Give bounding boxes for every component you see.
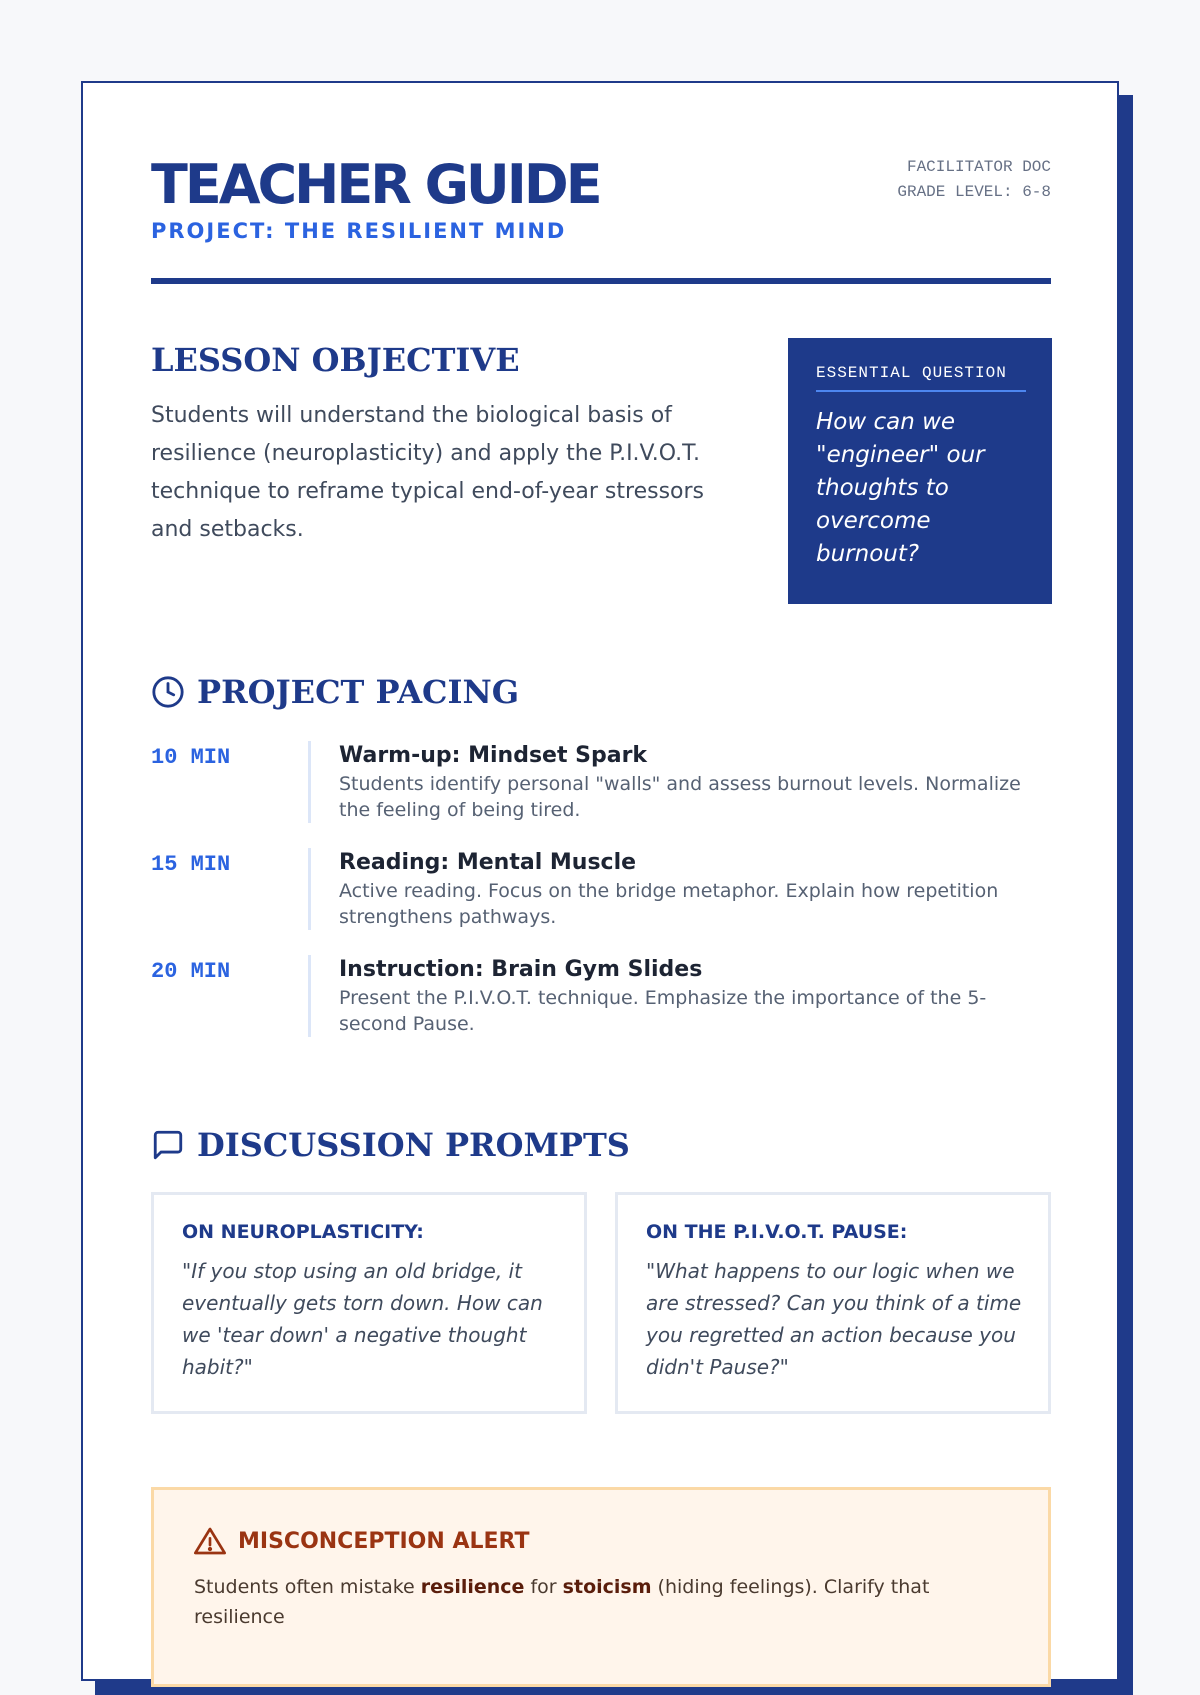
alert-term-resilience: resilience [420,1576,525,1598]
prompt-label: ON THE P.I.V.O.T. PAUSE: [646,1221,908,1243]
project-pacing-title: PROJECT PACING [197,673,520,711]
document-page [81,81,1119,1681]
discussion-prompts-heading [151,1126,1051,1164]
pacing-item [151,848,1051,930]
lesson-objective-heading: LESSON OBJECTIVE [151,341,520,379]
warning-triangle-icon [194,1526,226,1556]
pacing-description: Present the P.I.V.O.T. technique. Emphasize the importance of the 5-second Pause. [339,987,987,1035]
alert-term-stoicism: stoicism [562,1576,652,1598]
page-title: TEACHER GUIDE [151,153,600,216]
lesson-objective-section [151,341,711,549]
project-pacing-heading [151,673,1051,711]
meta-doc-type: FACILITATOR DOC [906,158,1051,176]
project-subtitle: PROJECT: THE RESILIENT MIND [151,219,567,243]
pacing-description: Active reading. Focus on the bridge metaphor. Explain how repetition strengthens pathways. [339,880,999,928]
prompt-text: "What happens to our logic when we are stressed? Can you think of a time you regretted an action because you didn't Pause?" [646,1259,1022,1379]
document-header [151,155,1051,243]
prompt-card-neuroplasticity [151,1192,587,1414]
speech-bubble-icon [151,1128,185,1162]
pacing-time: 20 MIN [151,959,231,984]
pacing-body [308,955,1051,1037]
clock-icon [151,675,185,709]
pacing-description: Students identify personal "walls" and assess burnout levels. Normalize the feeling of being tired. [339,773,1021,821]
lesson-objective-text: Students will understand the biological basis of resilience (neuroplasticity) and apply the P.I.V.O.T. technique to reframe typical end-of-year stressors and setbacks. [151,403,704,542]
project-pacing-section [151,673,1051,1062]
pacing-body [308,741,1051,823]
alert-text-end: (hiding feelings). Clarify that resilience [194,1576,930,1628]
pacing-time: 10 MIN [151,745,231,770]
discussion-prompts-section [151,1126,1051,1414]
prompt-grid [151,1192,1051,1414]
pacing-time: 15 MIN [151,852,231,877]
prompt-label: ON NEUROPLASTICITY: [182,1221,424,1243]
pacing-item [151,741,1051,823]
document-meta [897,155,1051,205]
pacing-title: Reading: Mental Muscle [339,850,637,875]
prompt-card-pivot-pause [615,1192,1051,1414]
pacing-title: Warm-up: Mindset Spark [339,743,648,768]
header-divider [151,278,1051,284]
essential-question-text: How can we "engineer" our thoughts to overcome burnout? [816,409,985,567]
alert-text-start: Students often mistake [194,1576,421,1598]
meta-grade-level: GRADE LEVEL: 6-8 [897,183,1051,201]
pacing-list [151,741,1051,1037]
alert-title [194,1526,1008,1556]
alert-text-middle: for [524,1576,563,1598]
misconception-alert [151,1487,1051,1687]
prompt-text: "If you stop using an old bridge, it eventually gets torn down. How can we 'tear down' a negative thought habit?" [182,1259,543,1379]
alert-text [194,1572,1008,1632]
discussion-prompts-title: DISCUSSION PROMPTS [197,1126,630,1164]
essential-question-label: ESSENTIAL QUESTION [816,364,1026,392]
pacing-body [308,848,1051,930]
essential-question-box [788,338,1052,604]
pacing-title: Instruction: Brain Gym Slides [339,957,703,982]
pacing-item [151,955,1051,1037]
alert-title-text: MISCONCEPTION ALERT [238,1528,530,1554]
